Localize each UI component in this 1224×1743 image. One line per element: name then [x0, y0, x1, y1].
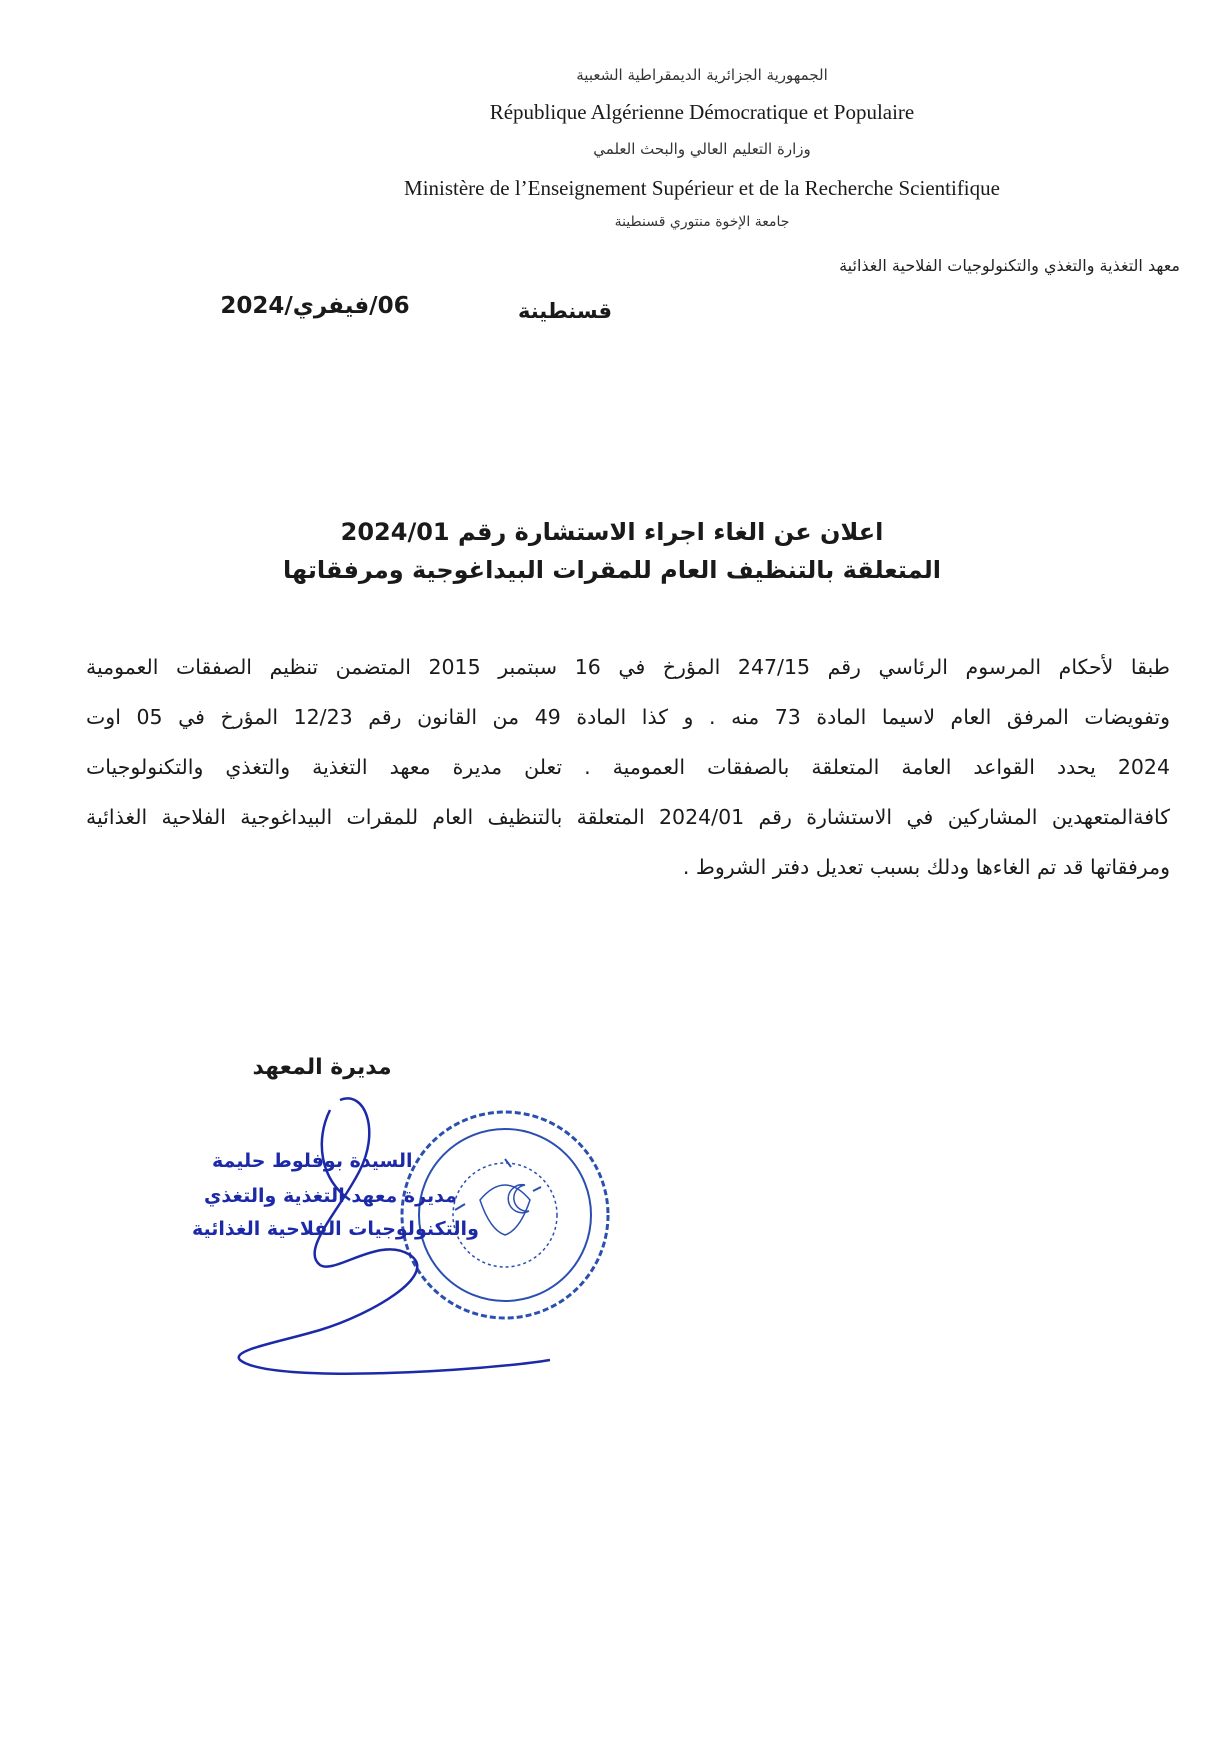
body-line: ومرفقاتها قد تم الغاءها ودلك بسبب تعديل دفتر الشروط . — [682, 855, 1170, 879]
body-line: وتفويضات المرفق العام لاسيما المادة 73 منه . و كذا المادة 49 من القانون رقم 12/23 المؤرخ في 05 اوت — [86, 705, 1170, 729]
stamp-institute-line: والتكنولوجيات الفلاحية الغذائية — [192, 1218, 479, 1240]
header-arabic-ministry: وزارة التعليم العالي والبحث العلمي — [593, 140, 811, 158]
body-line: طبقا لأحكام المرسوم الرئاسي رقم 247/15 المؤرخ في 16 سبتمبر 2015 المتضمن تنظيم الصفقات العمومية — [86, 655, 1170, 679]
announcement-title-line-2: المتعلقة بالتنظيف العام للمقرات البيداغوجية ومرفقاتها — [283, 556, 941, 584]
signatory-title: مديرة المعهد — [252, 1055, 392, 1080]
stamp-position-line: مديرة معهد التغذية والتغذي — [204, 1185, 457, 1207]
place-label: قسنطينة — [517, 299, 612, 323]
round-seal-icon — [402, 1112, 608, 1318]
stamp-name-line: السيدة بوفلوط حليمة — [212, 1150, 413, 1172]
official-seal-and-signature — [180, 1090, 630, 1390]
header-arabic-university: جامعة الإخوة منتوري قسنطينة — [614, 214, 790, 230]
announcement-title-line-1: اعلان عن الغاء اجراء الاستشارة رقم 2024/01 — [340, 518, 884, 546]
institute-name: معهد التغذية والتغذي والتكنولوجيات الفلاحية الغذائية — [839, 256, 1180, 275]
header-arabic-republic: الجمهورية الجزائرية الديمقراطية الشعبية — [576, 66, 828, 84]
body-line: 2024 يحدد القواعد العامة المتعلقة بالصفقات العمومية . تعلن مديرة معهد التغذية والتغذي والتكنولوجيات — [86, 755, 1170, 779]
document-date: 06/فيفري/2024 — [220, 293, 410, 319]
announcement-body — [86, 642, 1170, 892]
header-french-republic: République Algérienne Démocratique et Populaire — [489, 100, 915, 124]
header-french-ministry: Ministère de l’Enseignement Supérieur et de la Recherche Scientifique — [404, 176, 1000, 200]
body-line: كافةالمتعهدين المشاركين في الاستشارة رقم 2024/01 المتعلقة بالتنظيف العام للمقرات البيداغوجية الفلاحية الغذائية — [86, 805, 1170, 829]
